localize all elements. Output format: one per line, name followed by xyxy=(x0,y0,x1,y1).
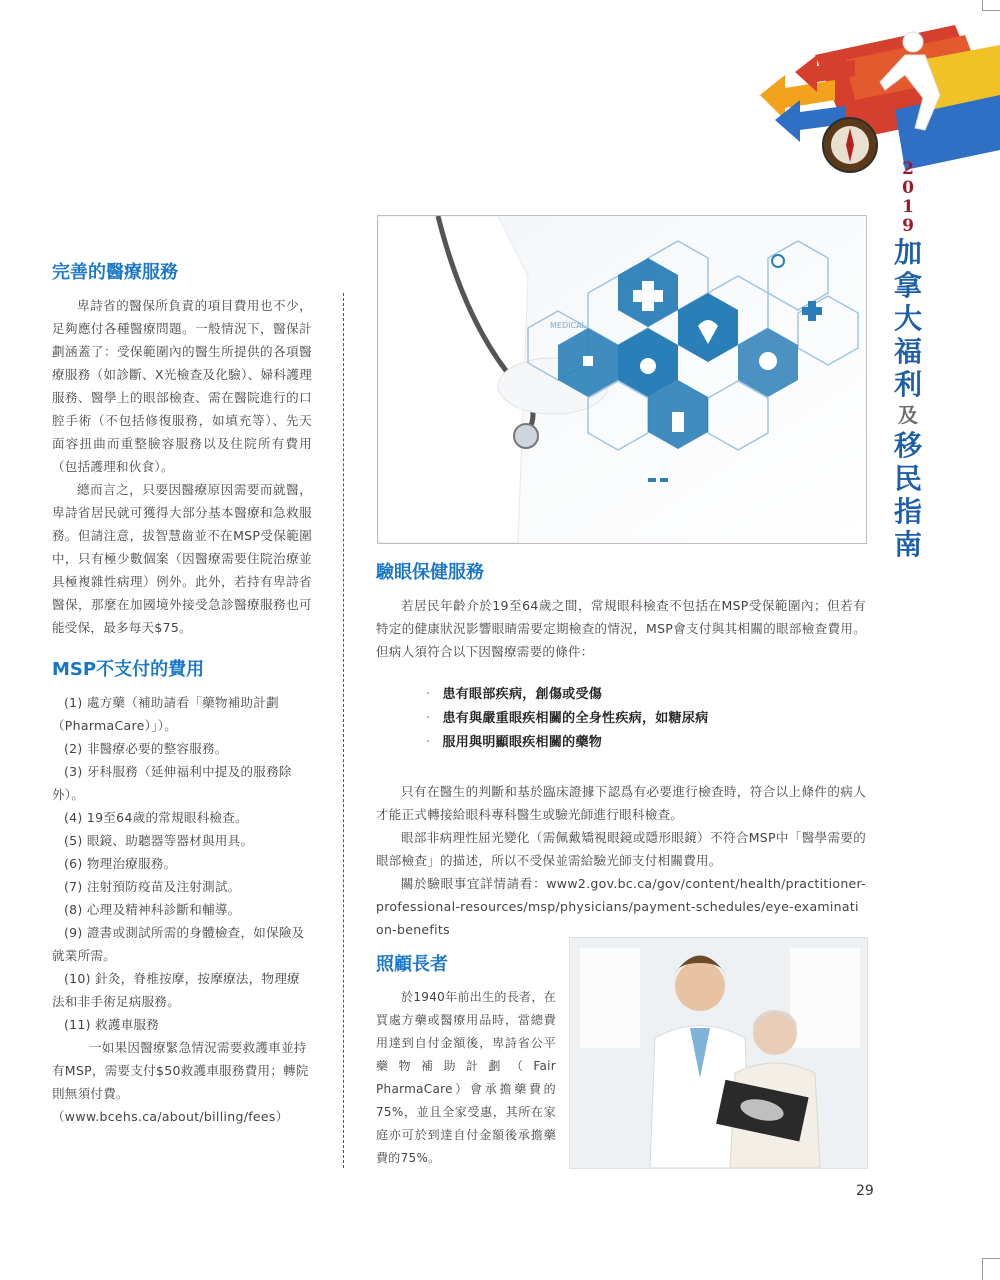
list-item: (10) 針灸，脊椎按摩，按摩療法，物理療法和非手術足病服務。 xyxy=(52,971,300,1009)
title-char: 指 xyxy=(893,495,922,528)
paragraph: 若居民年齡介於19至64歲之間，常規眼科檢查不包括在MSP受保範圍內；但若有特定的健康狀況影響眼睛需要定期檢查的情況，MSP會支付與其相關的眼部檢查費用。但病人須符合以下因醫療需要的條件： xyxy=(376,598,866,659)
page-number: 29 xyxy=(856,1183,874,1199)
ambulance-note: 一如果因醫療緊急情況需要救護車並持有MSP，需要支付$50救護車服務費用；轉院則無須付費。（www.bcehs.ca/about/billing/fees） xyxy=(52,1040,309,1124)
list-item: (8) 心理及精神科診斷和輔導。 xyxy=(64,902,241,917)
list-item: · 患有眼部疾病，創傷或受傷 xyxy=(426,687,603,702)
header-arrows-illustration xyxy=(755,0,1000,175)
list-item: (2) 非醫療必要的整容服務。 xyxy=(64,741,228,756)
section-heading-msp-not-paid: MSP不支付的費用 xyxy=(52,659,205,680)
paragraph: 眼部非病理性屈光變化（需佩戴矯視眼鏡或隱形眼鏡）不符合MSP中「醫學需要的眼部檢查」的描述，所以不受保並需給驗光師支付相關費用。 xyxy=(376,830,866,868)
title-char: 移 xyxy=(893,429,922,462)
eye-conditions-list xyxy=(426,683,866,755)
section-heading-eye-care: 驗眼保健服務 xyxy=(376,562,484,583)
section-heading-elderly-care: 照顧長者 xyxy=(376,954,448,975)
doctor-patient-photo xyxy=(569,937,868,1169)
msp-exclusions-list xyxy=(52,691,312,1036)
list-item: (1) 處方藥（補助請看「藥物補助計劃（PharmaCare）」）。 xyxy=(52,695,279,733)
paragraph: 於1940年前出生的長者，在買處方藥或醫療用品時，當總費用達到自付金額後，卑詩省公平藥物補助計劃（Fair PharmaCare）會承擔藥費的75%，並且全家受惠，其所在家庭亦可於到達自付金額後承擔藥費的75%。 xyxy=(376,990,556,1165)
title-char: 民 xyxy=(893,462,922,495)
medical-hexagon-image xyxy=(377,215,867,544)
elderly-care-section xyxy=(376,950,556,1170)
paragraph: 只有在醫生的判斷和基於臨床證據下認爲有必要進行檢查時，符合以上條件的病人才能正式轉接給眼科專科醫生或驗光師進行眼科檢查。 xyxy=(376,784,866,822)
right-column xyxy=(376,558,866,941)
title-char: 拿 xyxy=(893,269,922,302)
title-year-digit: 0 xyxy=(902,178,914,198)
list-item: (7) 注射預防疫苗及注射測試。 xyxy=(64,879,241,894)
paragraph: 卑詩省的醫保所負責的項目費用也不少，足夠應付各種醫療問題。一般情況下，醫保計劃涵蓋了：受保範圍內的醫生所提供的各項醫療服務（如診斷、X光檢查及化驗）、婦科護理服務、醫學上的眼部檢查、需在醫院進行的口腔手術（不包括修復服務，如填充等）、先天面容扭曲而重整臉容服務以及住院所有費用（包括護理和伙食）。 xyxy=(52,298,312,474)
section-heading-medical-services: 完善的醫療服務 xyxy=(52,262,178,283)
list-item: (11) 救護車服務 xyxy=(64,1017,160,1032)
title-char: 南 xyxy=(893,528,922,561)
hexagon-medical-label: MEDICAL xyxy=(550,321,586,330)
title-char: 利 xyxy=(893,368,922,401)
eye-care-link-paragraph: 關於驗眼事宜詳情請看：www2.gov.bc.ca/gov/content/health/practitioner-professional-resources/msp/physicians/payment-schedules/eye-examination-benefits xyxy=(376,876,866,937)
list-item: (9) 證書或測試所需的身體檢查，如保險及就業所需。 xyxy=(52,925,305,963)
crop-mark xyxy=(982,1258,983,1280)
list-item: (3) 牙科服務（延伸福利中提及的服務除外）。 xyxy=(52,764,292,802)
list-item: · 服用與明顯眼疾相關的藥物 xyxy=(426,735,603,750)
vertical-title xyxy=(888,160,928,561)
left-column xyxy=(52,258,312,1128)
list-item: · 患有與嚴重眼疾相關的全身性疾病，如糖尿病 xyxy=(426,711,709,726)
paragraph: 總而言之，只要因醫療原因需要而就醫，卑詩省居民就可獲得大部分基本醫療和急救服務。但請注意，拔智慧齒並不在MSP受保範圍中，只有極少數個案（因醫療需要住院治療並具極複雜性病理）例外。此外，若持有卑詩省醫保，那麼在加國境外接受急診醫療服務也可能受保，最多每天$75。 xyxy=(52,482,312,635)
title-year-digit: 1 xyxy=(902,197,914,217)
title-char: 加 xyxy=(893,236,922,269)
list-item: (6) 物理治療服務。 xyxy=(64,856,177,871)
title-char: 大 xyxy=(893,302,922,335)
title-char: 福 xyxy=(893,335,922,368)
title-year-digit: 2 xyxy=(902,159,914,179)
list-item: (5) 眼鏡、助聽器等器材與用具。 xyxy=(64,833,254,848)
title-year-digit: 9 xyxy=(902,216,914,236)
crop-mark xyxy=(982,1258,1000,1259)
column-divider xyxy=(343,293,344,1168)
title-char: 及 xyxy=(898,403,918,427)
list-item: (4) 19至64歲的常規眼科檢查。 xyxy=(64,810,248,825)
